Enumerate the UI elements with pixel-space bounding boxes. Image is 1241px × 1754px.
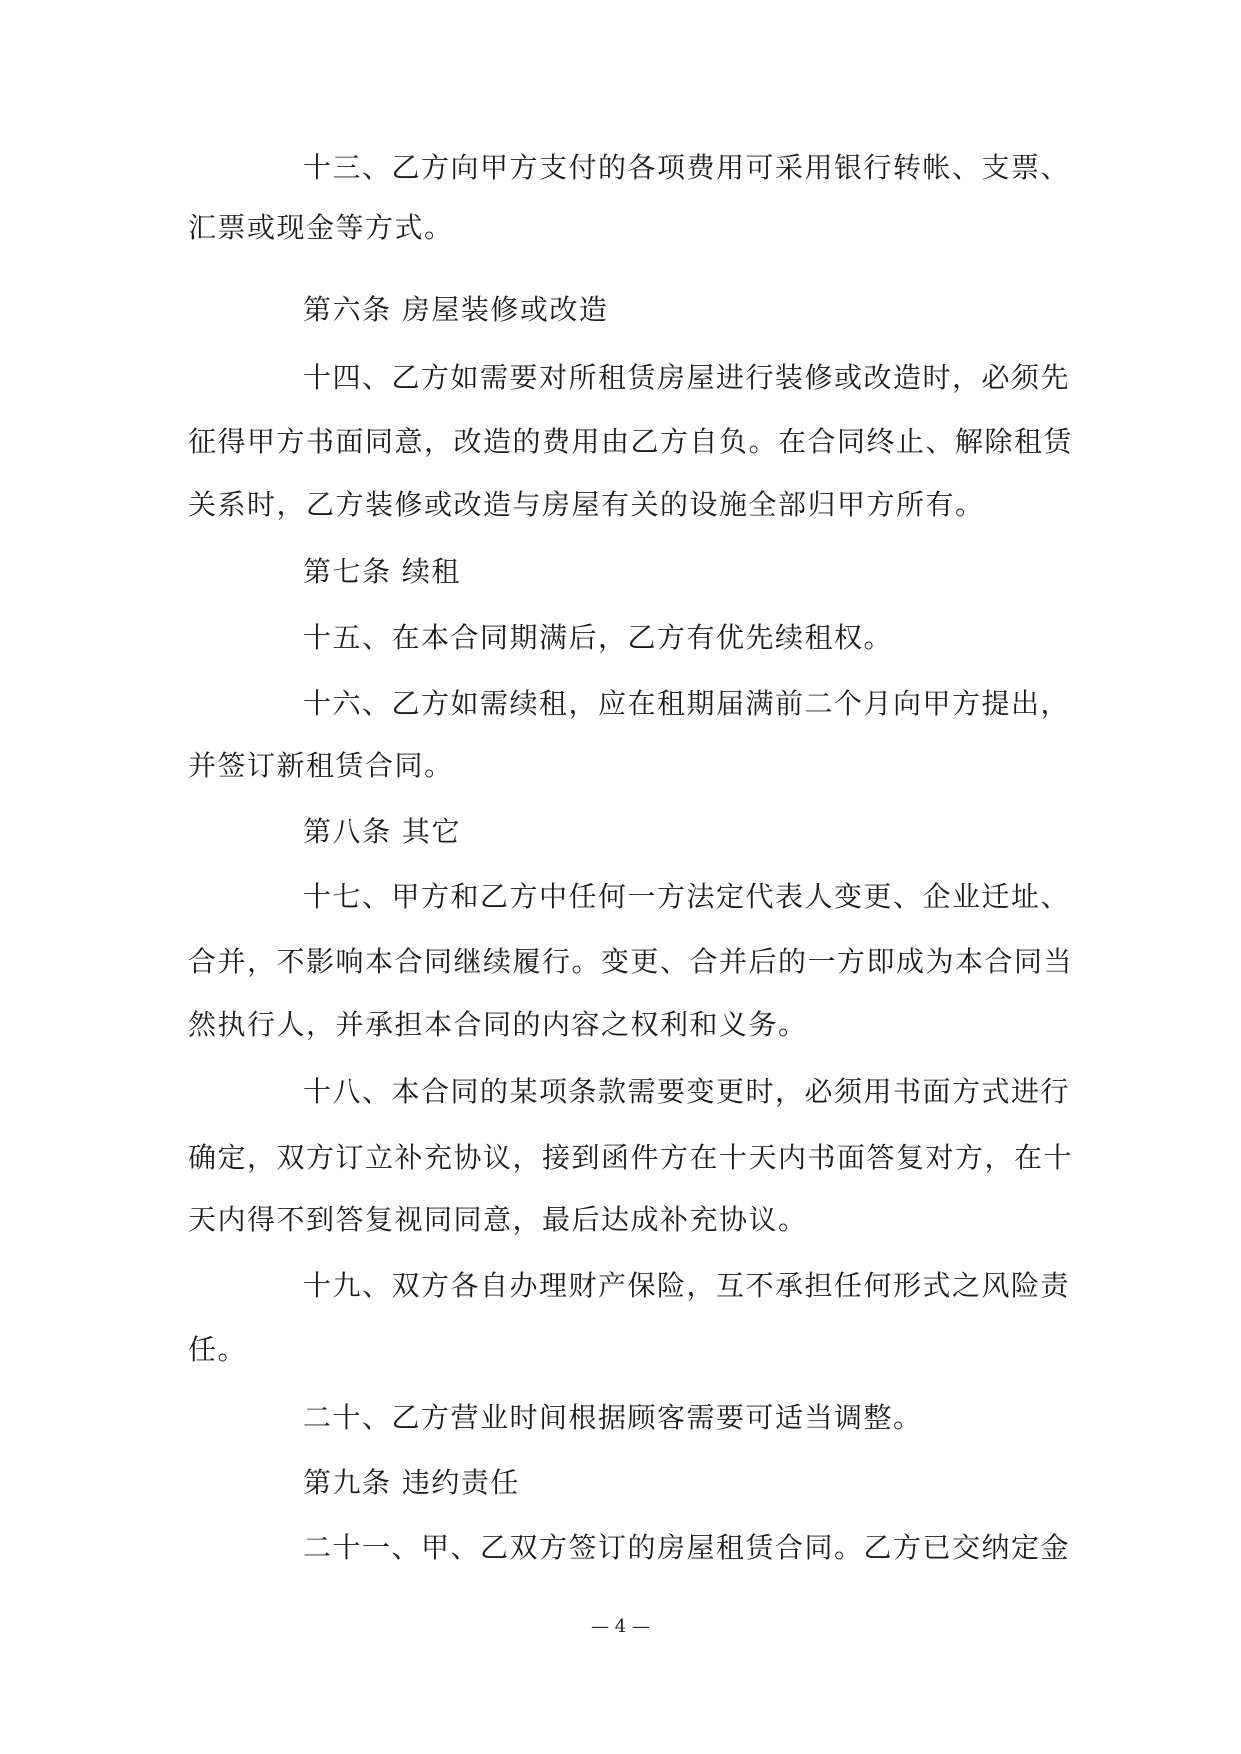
paragraph-line: 十九、双方各自办理财产保险，互不承担任何形式之风险责 [303,1269,1071,1302]
section-heading: 第九条 违约责任 [303,1466,520,1499]
paragraph-line: 任。 [188,1333,248,1366]
paragraph-line: 确定，双方订立补充协议，接到函件方在十天内书面答复对方，在十 [188,1141,1074,1174]
paragraph-line: 十八、本合同的某项条款需要变更时，必须用书面方式进行 [303,1075,1071,1108]
section-heading: 第七条 续租 [303,555,461,588]
section-heading: 第六条 房屋装修或改造 [303,293,609,326]
paragraph-line: 关系时，乙方装修或改造与房屋有关的设施全部归甲方所有。 [188,488,985,521]
page-number: — 4 — [591,1616,650,1637]
paragraph-line: 天内得不到答复视同同意，最后达成补充协议。 [188,1203,808,1236]
paragraph-line: 征得甲方书面同意，改造的费用由乙方自负。在合同终止、解除租赁 [188,425,1074,458]
paragraph-line: 汇票或现金等方式。 [188,211,454,244]
paragraph-line: 二十、乙方营业时间根据顾客需要可适当调整。 [303,1401,923,1434]
paragraph-line: 然执行人，并承担本合同的内容之权利和义务。 [188,1008,808,1041]
paragraph-line: 十四、乙方如需要对所租赁房屋进行装修或改造时，必须先 [303,361,1071,394]
section-heading: 第八条 其它 [303,815,461,848]
paragraph-line: 十七、甲方和乙方中任何一方法定代表人变更、企业迁址、 [303,880,1071,913]
paragraph-line: 二十一、甲、乙双方签订的房屋租赁合同。乙方已交纳定金 [303,1531,1071,1564]
paragraph-line: 合并，不影响本合同继续履行。变更、合并后的一方即成为本合同当 [188,945,1074,978]
paragraph-line: 十三、乙方向甲方支付的各项费用可采用银行转帐、支票、 [303,151,1071,184]
paragraph-line: 十六、乙方如需续租，应在租期届满前二个月向甲方提出， [303,687,1071,720]
paragraph-line: 十五、在本合同期满后，乙方有优先续租权。 [303,621,894,654]
paragraph-line: 并签订新租赁合同。 [188,749,454,782]
